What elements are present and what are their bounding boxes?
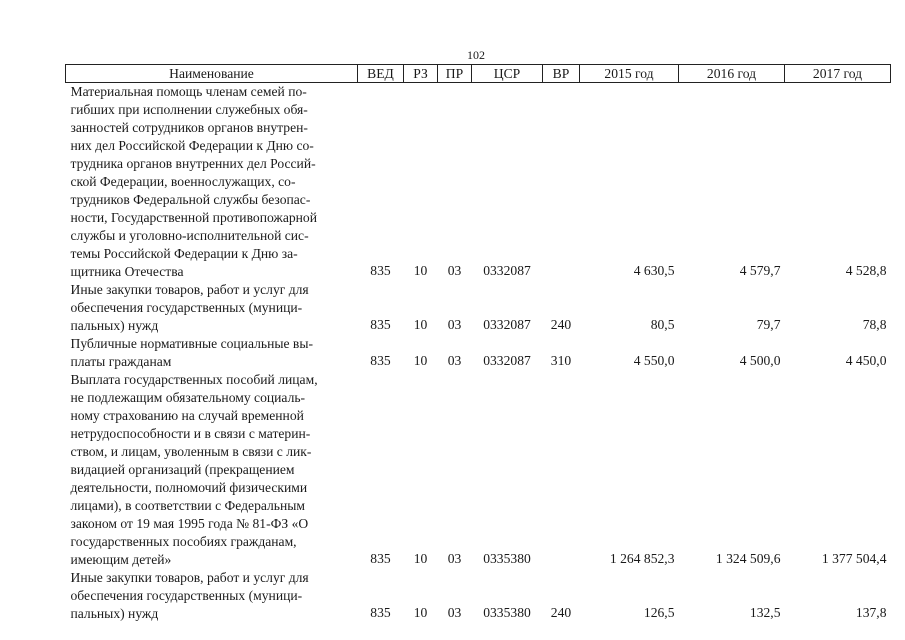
row-amount-2017: 78,8 [862, 317, 887, 332]
row-amount-2015: 4 630,5 [633, 263, 675, 278]
row-amount-2017: 1 377 504,4 [821, 551, 887, 566]
row-pr: 03 [447, 551, 462, 566]
header-ved: ВЕД [358, 65, 404, 83]
row-amount-2016: 1 324 509,6 [715, 551, 781, 566]
row-amount-2015: 126,5 [643, 605, 675, 620]
row-rz: 10 [413, 263, 428, 278]
header-year-2017: 2017 год [785, 65, 891, 83]
table-row [66, 281, 891, 335]
header-rz: РЗ [404, 65, 438, 83]
row-amount-2017: 4 528,8 [845, 263, 887, 278]
row-csr: 0332087 [483, 263, 531, 278]
row-pr: 03 [447, 317, 462, 332]
row-amount-2015: 4 550,0 [633, 353, 675, 368]
row-vr: 240 [550, 605, 572, 620]
header-csr: ЦСР [472, 65, 543, 83]
row-pr: 03 [447, 353, 462, 368]
row-rz: 10 [413, 551, 428, 566]
header-year-2016: 2016 год [679, 65, 785, 83]
row-vr [543, 371, 580, 569]
header-pr: ПР [438, 65, 472, 83]
page-number: 102 [467, 48, 485, 62]
row-name: Публичные нормативные социальные вы- платы гражданам [70, 336, 314, 369]
row-name: Выплата государственных пособий лицам, не подлежащим обязательному социаль- ному страхованию на случай временной нетрудоспособности и в связи с материн- ством, и лицам, уволенным в связи с лик- видацией организаций (прекращением деятельности, полномочий физическими лицами), в соответствии с Федеральным законом от 19 мая 1995 года № 81-ФЗ «О государственных пособиях гражданам, имеющим детей» [70, 372, 318, 567]
row-amount-2017: 4 450,0 [845, 353, 887, 368]
row-csr: 0332087 [483, 317, 531, 332]
table-header [66, 65, 891, 83]
row-vr: 310 [550, 353, 572, 368]
row-vr [543, 83, 580, 282]
row-amount-2017: 137,8 [855, 605, 887, 620]
row-amount-2015: 80,5 [650, 317, 675, 332]
row-name: Иные закупки товаров, работ и услуг для обеспечения государственных (муници- пальных) нужд [70, 570, 309, 621]
row-ved: 835 [370, 353, 391, 368]
row-csr: 0335380 [483, 605, 531, 620]
row-ved: 835 [370, 551, 391, 566]
header-name: Наименование [66, 65, 358, 83]
header-vr: ВР [543, 65, 580, 83]
header-year-2015: 2015 год [580, 65, 679, 83]
row-pr: 03 [447, 263, 462, 278]
row-rz: 10 [413, 317, 428, 332]
row-vr: 240 [550, 317, 572, 332]
row-ved: 835 [370, 317, 391, 332]
row-amount-2015: 1 264 852,3 [609, 551, 675, 566]
row-name: Материальная помощь членам семей по- гибших при исполнении служебных обя- занностей сотрудников органов внутрен- них дел Российской Федерации к Дню со- трудника органов внутренних дел Россий- ской Федерации, военнослужащих, со- трудников Федеральной службы безопас- ности, Государственной противопожарной службы и уголовно-исполнительной сис- темы Российской Федерации к Дню за- щитника Отечества [70, 84, 317, 279]
row-csr: 0332087 [483, 353, 531, 368]
budget-table [65, 64, 891, 623]
table-row [66, 83, 891, 282]
row-amount-2016: 4 500,0 [739, 353, 781, 368]
table-row [66, 371, 891, 569]
table-row [66, 335, 891, 371]
row-name: Иные закупки товаров, работ и услуг для обеспечения государственных (муници- пальных) нужд [70, 282, 309, 333]
table-row [66, 569, 891, 623]
row-amount-2016: 4 579,7 [739, 263, 781, 278]
table-body [66, 83, 891, 624]
row-ved: 835 [370, 605, 391, 620]
row-rz: 10 [413, 353, 428, 368]
row-amount-2016: 132,5 [749, 605, 781, 620]
header-row [66, 65, 891, 83]
row-rz: 10 [413, 605, 428, 620]
row-ved: 835 [370, 263, 391, 278]
row-pr: 03 [447, 605, 462, 620]
row-csr: 0335380 [483, 551, 531, 566]
row-amount-2016: 79,7 [756, 317, 781, 332]
